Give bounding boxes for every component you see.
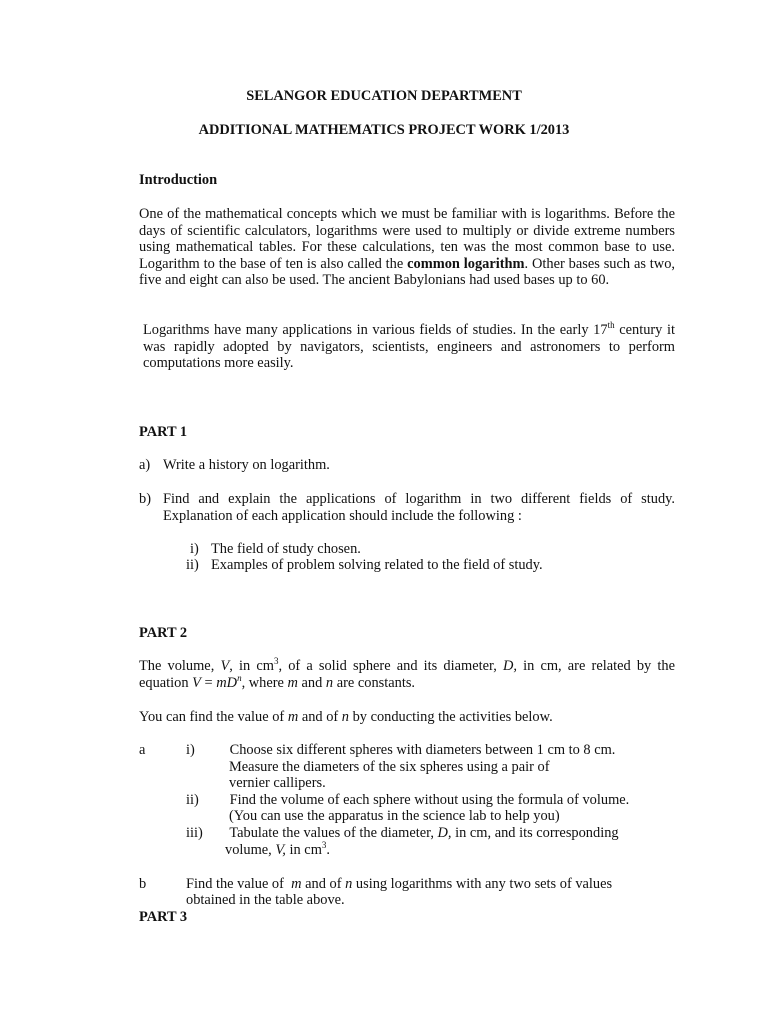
text-run: , in cm xyxy=(229,658,274,674)
intro-paragraph-1 xyxy=(139,206,675,289)
part2-paragraph-2 xyxy=(139,709,553,726)
part1-heading: PART 1 xyxy=(139,424,188,440)
text-run: The volume, xyxy=(139,658,221,674)
text-run: are constants. xyxy=(333,674,416,691)
text-run: using logarithms with any two sets of values xyxy=(352,876,613,892)
var-V: V, xyxy=(275,842,286,858)
part2-i-line2: Measure the diameters of the six spheres using a pair of xyxy=(229,759,550,775)
part2-ii-line1: Find the volume of each sphere without using the formula of volume. xyxy=(226,792,630,808)
var-m: m xyxy=(287,709,299,725)
text-run: in cm xyxy=(285,842,322,858)
part1-sub-ii-label: ii) xyxy=(186,557,199,573)
var-D: D, xyxy=(502,658,517,674)
text-run: , of a solid sphere and its diameter, xyxy=(278,658,503,674)
intro-p1-text: One of the mathematical concepts which we must be familiar with is logarithms. Before the days of scientific calculators, logarithms were used to multiply or divide extreme numbers using mathematical tables. For these calculations, ten was the most common base to use. Logarithm to the base of ten is also called the xyxy=(139,206,675,272)
intro-heading: Introduction xyxy=(139,172,218,188)
part1-a-label: a) xyxy=(139,457,151,473)
part2-iii-line1 xyxy=(226,825,619,842)
var-D: D, xyxy=(437,825,452,841)
text-run: Find the value of xyxy=(186,876,292,892)
project-title: ADDITIONAL MATHEMATICS PROJECT WORK 1/2013 xyxy=(198,122,570,138)
var-mD: mD xyxy=(216,674,238,691)
part2-i-line3: vernier callipers. xyxy=(229,775,326,791)
intro-paragraph-2 xyxy=(143,322,675,372)
common-logarithm-term: common logarithm xyxy=(407,255,525,272)
part2-i-line1: Choose six different spheres with diameters between 1 cm to 8 cm. xyxy=(226,742,616,758)
text-run: . xyxy=(326,842,331,858)
text-run: volume, xyxy=(225,842,276,858)
intro-p2-text: Logarithms have many applications in various fields of studies. In the early 17 xyxy=(143,322,608,338)
department-title: SELANGOR EDUCATION DEPARTMENT xyxy=(246,88,522,104)
part2-b-line1 xyxy=(186,876,612,893)
text-run: and xyxy=(297,674,326,691)
exponent: 3 xyxy=(273,656,279,667)
ordinal-superscript: th xyxy=(607,320,615,331)
text-run: in cm, are related by the equation xyxy=(139,658,675,691)
var-V: V xyxy=(192,674,201,691)
part2-b-line2: obtained in the table above. xyxy=(186,892,345,908)
part2-paragraph-1 xyxy=(139,658,675,691)
var-n: n xyxy=(325,674,334,691)
text-run: and of xyxy=(298,709,342,725)
intro-p1-text-end: . Other bases such as two, five and eight can also be used. The ancient Babylonians had used bases up to 60. xyxy=(139,255,675,288)
text-run: , where xyxy=(241,674,288,691)
part2-ii-label: ii) xyxy=(186,792,199,808)
var-m: m xyxy=(287,674,298,691)
part1-b-text: Find and explain the applications of logarithm in two different fields of study. Explanation of each application should include the following : xyxy=(163,491,675,524)
exponent: 3 xyxy=(321,840,327,851)
part2-b-label: b xyxy=(139,876,147,892)
part2-heading: PART 2 xyxy=(139,625,188,641)
text-run: by conducting the activities below. xyxy=(348,709,553,725)
part1-sub-ii-text: Examples of problem solving related to the field of study. xyxy=(211,557,543,573)
var-V: V xyxy=(220,658,230,674)
var-m: m xyxy=(291,876,302,892)
intro-p2-text-end: century it was rapidly adopted by navigators, scientists, engineers and astronomers to perform computations more easily. xyxy=(143,322,676,371)
part1-a-text: Write a history on logarithm. xyxy=(163,457,330,473)
part1-sub-i-text: The field of study chosen. xyxy=(211,541,361,557)
part1-sub-i-label: i) xyxy=(190,541,199,557)
text-run: and of xyxy=(301,876,346,892)
text-run: You can find the value of xyxy=(139,709,288,725)
part1-b-label: b) xyxy=(139,491,151,507)
var-n: n xyxy=(345,876,353,892)
text-run: in cm, and its corresponding xyxy=(451,825,619,841)
part2-a-label: a xyxy=(139,742,146,758)
part3-heading: PART 3 xyxy=(139,909,188,925)
part2-ii-line2: (You can use the apparatus in the science lab to help you) xyxy=(229,808,560,824)
equals: = xyxy=(200,674,217,691)
var-n: n xyxy=(341,709,349,725)
part2-iii-label: iii) xyxy=(186,825,203,841)
part2-iii-line2 xyxy=(225,842,330,859)
exponent-n: n xyxy=(237,672,242,683)
text-run: Tabulate the values of the diameter, xyxy=(226,825,438,841)
part2-i-label: i) xyxy=(186,742,195,758)
